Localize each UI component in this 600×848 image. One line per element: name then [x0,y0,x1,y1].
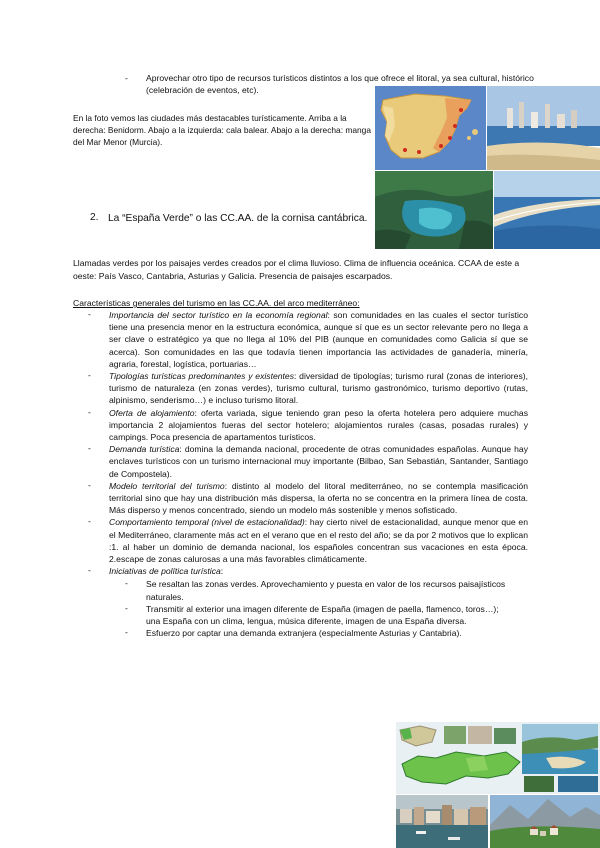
characteristic-text: : son comunidades en las cuales el sector turístico tiene una presencia menor en la estructura económica, aunque sí que es un sector relevante pero no llega a ser clave o estratégico ya que no llega al 10% del PIB (aunque en comunidades como Galicia sí que se acerca). Son comunidades en las que todavía tienen importancia las actividades de ganadería, minería, agraria, forestal, logística, portuarias… [109,310,528,369]
section2-title: La “España Verde” o las CC.AA. de la cornisa cantábrica. [108,213,368,224]
bullet-marker: - [88,516,91,527]
cala-balear-photo [375,171,493,249]
characteristic-label: Tipologías turísticas predominantes y existentes [109,371,294,382]
characteristic-item [88,309,528,370]
policy-subitem-text: Esfuerzo por captar una demanda extranjera (especialmente Asturias y Cantabria). [146,628,462,639]
green-spain-map-photo [396,722,600,794]
bullet-marker: - [88,443,91,454]
characteristic-item [88,565,528,577]
policy-subitem-text: Se resaltan las zonas verdes. Aprovechamiento y puesta en valor de los recursos paisajísticos naturales. [146,579,506,602]
top-bullet-marker: - [125,73,128,83]
spain-map-image [375,86,486,170]
coastal-town-photo [396,795,488,848]
top-bullet-text: Aprovechar otro tipo de recursos turísticos distintos a los que ofrece el litoral, ya sea cultural, histórico (celebración de eventos, etc). [146,73,534,96]
characteristic-label: Oferta de alojamiento [109,407,195,418]
characteristic-label: Iniciativas de política turística [109,566,221,577]
characteristic-item [88,370,528,407]
bullet-marker: - [88,565,91,576]
policy-subitem [125,578,507,602]
characteristic-text: : distinto al modelo del litoral mediterráneo, no se contempla masificación territorial sino que hay una distribución más dispersa, la oferta no se concentra en la primera línea de costa. Más disperso y menos concentrado, siendo un modelo más sostenible y menos sofisticado. [109,480,528,516]
bullet-marker: - [125,602,128,613]
characteristic-text: : domina la demanda nacional, procedente de otras comunidades españolas. Aunque hay enclaves turísticos con un turismo internacional muy importante (Bilbao, San Sebastián, Santander, Santiago de Compostela). [109,444,528,479]
characteristic-label: Comportamiento temporal (nivel de estacionalidad) [109,517,305,528]
characteristics-list [88,309,528,639]
section2-number: 2. [90,212,99,223]
characteristic-text: : diversidad de tipologías; turismo rural (zonas de interiores), turismo de naturaleza (en zonas verdes), turismo cultural, turismo gastronómico, turismo deportivo (rutas, alpinismo, senderismo…) e incluso turismo litoral. [109,371,528,406]
bullet-marker: - [88,406,91,417]
policy-subitem [125,627,507,639]
cala-balear-image [375,171,493,249]
bullet-marker: - [125,627,128,638]
policy-subitem-text: Transmitir al exterior una imagen diferente de España (imagen de paella, flamenco, toros…); una España con un clima, lengua, música diferente, imagen de una España diversa. [146,603,499,627]
characteristics-heading: Características generales del turismo en las CC.AA. del arco mediterráneo: [73,298,360,308]
characteristic-item [88,443,528,480]
characteristic-text: : [220,566,224,577]
green-spain-map-image [396,722,600,794]
manga-mar-menor-photo [494,171,600,249]
bullet-marker: - [88,479,91,490]
coastal-town-image [396,795,488,848]
intro-paragraph: Llamadas verdes por los paisajes verdes creados por el clima lluvioso. Clima de influencia oceánica. CCAA de este a oeste: País Vasco, Cantabria, Asturias y Galicia. Presencia de paisajes escarpados. [73,258,520,281]
characteristic-text: : oferta variada, sigue teniendo gran peso la oferta hotelera pero adquiere muchas importancia 2 alojamientos fueras del sector hotelero; alojamientos rurales (casas, posadas rurales) y campings. Poca presencia de apartamentos turísticos. [109,407,528,443]
spain-map-photo [375,86,486,170]
characteristic-text: : hay cierto nivel de estacionalidad, aunque menor que en el Mediterráneo, claramente más act en el verano que en el resto del año; se da por 2 motivos que lo explican :1. al haber un dominio de demanda nacional, los españoles concentran sus vacaciones en esta época. 2.escape de zonas calurosas a una más favorables climáticamente. [109,517,528,565]
mountain-village-photo [490,795,600,848]
mountain-village-image [490,795,600,848]
characteristic-label: Importancia del sector turístico en la economía regional [109,310,328,320]
characteristic-item [88,480,528,517]
bullet-marker: - [88,309,91,319]
photo-caption: En la foto vemos las ciudades más destacables turísticamente. Arriba a la derecha: Benidorm. Abajo a la izquierda: cala balear. Abajo a la derecha: manga del Mar Menor (Murcia). [73,113,371,148]
manga-mar-menor-image [494,171,600,249]
policy-sublist [125,578,507,639]
bullet-marker: - [88,370,91,381]
characteristic-label: Demanda turística [109,444,180,455]
characteristic-item [88,516,528,565]
characteristic-label: Modelo territorial del turismo [109,480,225,491]
characteristic-item [88,407,528,444]
bullet-marker: - [125,578,128,589]
benidorm-photo [487,86,600,170]
policy-subitem [125,603,507,627]
benidorm-image [487,86,600,170]
